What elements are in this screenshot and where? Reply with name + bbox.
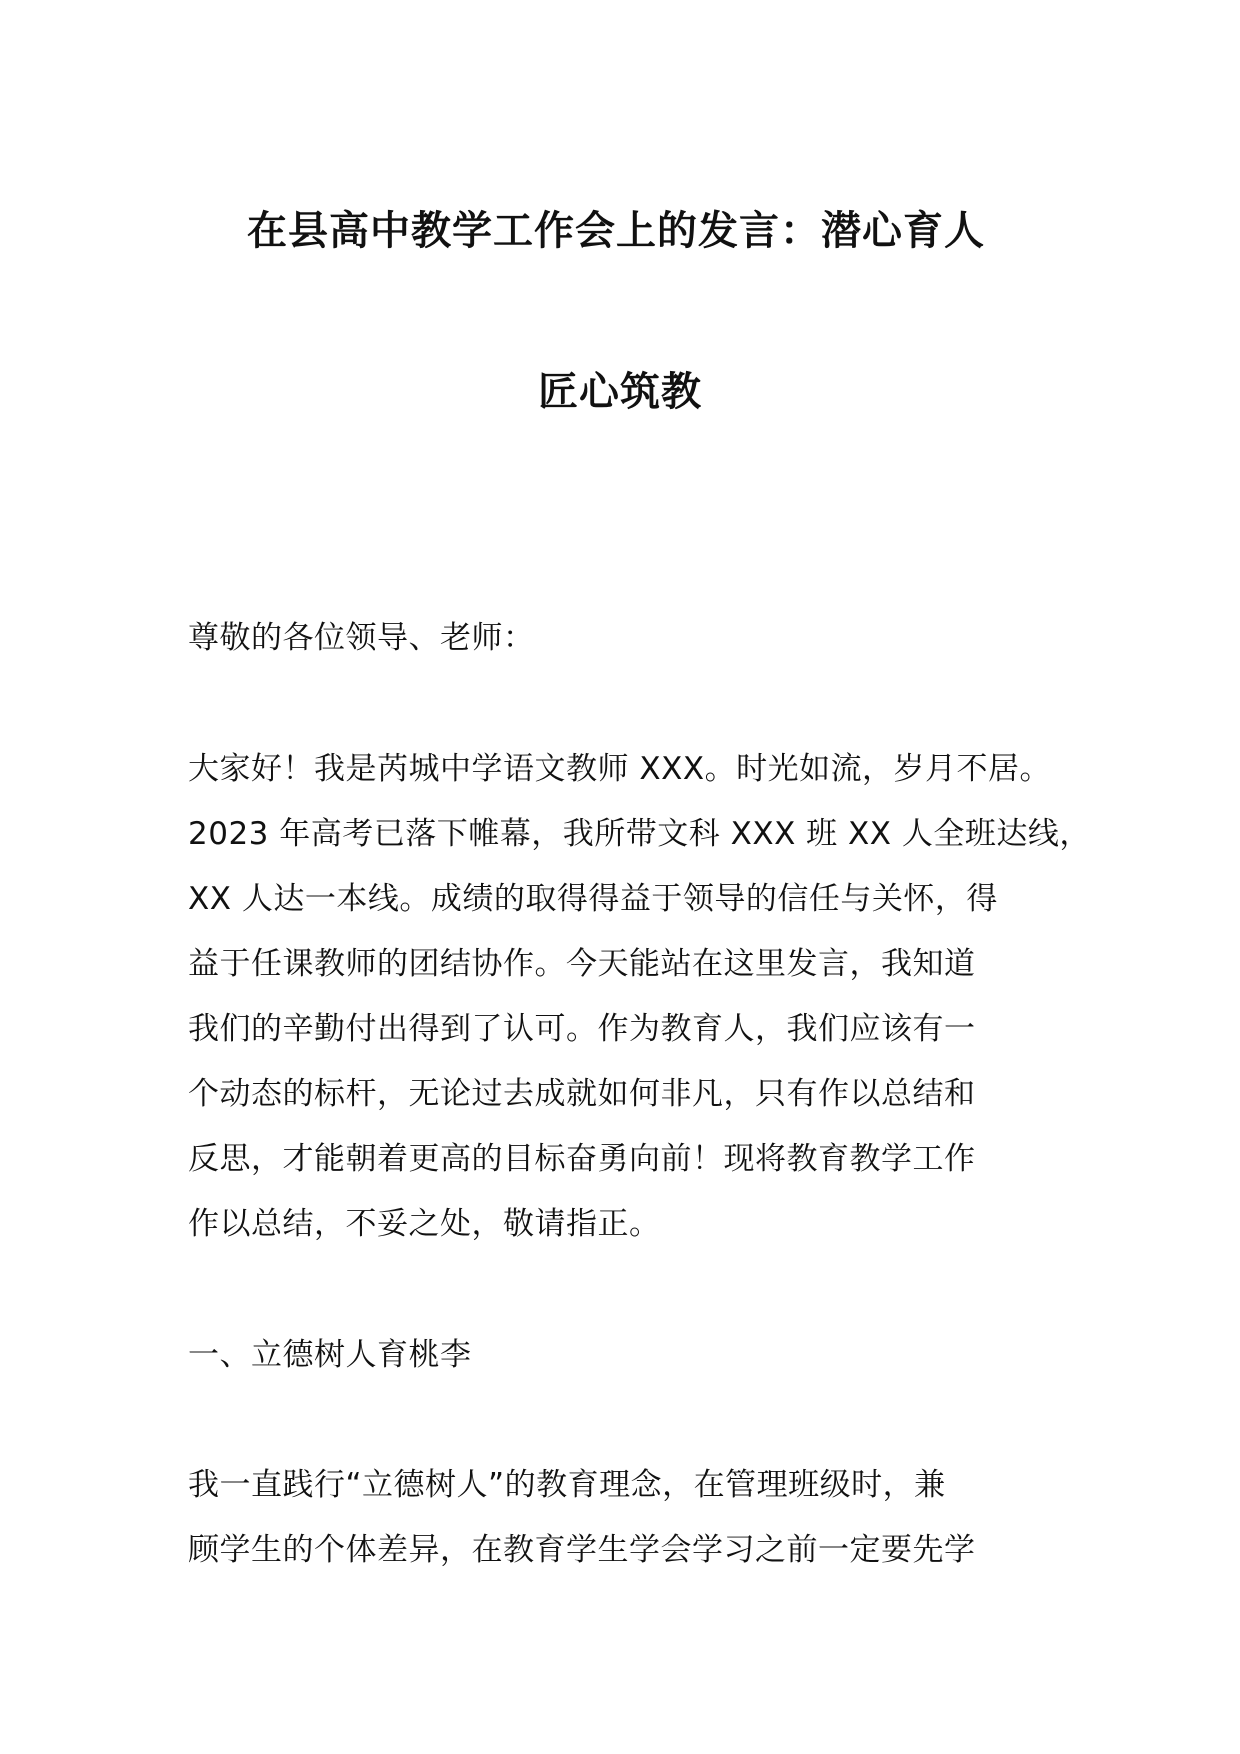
paragraph-line: 益于任课教师的团结协作。今天能站在这里发言，我知道 bbox=[188, 946, 976, 982]
paragraph-intro bbox=[188, 737, 1091, 1257]
document-title-line-2: 匠心筑教 bbox=[538, 369, 702, 415]
paragraph-line: 顾学生的个体差异，在教育学生学会学习之前一定要先学 bbox=[188, 1532, 976, 1568]
paragraph-line: 大家好！我是芮城中学语文教师 XXX。时光如流，岁月不居。 bbox=[188, 751, 1052, 787]
paragraph-line: XX 人达一本线。成绩的取得得益于领导的信任与关怀，得 bbox=[188, 881, 998, 917]
paragraph-line: 我一直践行“立德树人”的教育理念，在管理班级时，兼 bbox=[188, 1467, 946, 1503]
paragraph-line: 作以总结，不妥之处，敬请指正。 bbox=[188, 1206, 661, 1242]
section-heading-1: 一、立德树人育桃李 bbox=[188, 1337, 472, 1373]
document-title-line-1: 在县高中教学工作会上的发言：潜心育人 bbox=[247, 208, 985, 254]
paragraph-line: 我们的辛勤付出得到了认可。作为教育人，我们应该有一 bbox=[188, 1011, 976, 1047]
paragraph-line: 2023 年高考已落下帷幕，我所带文科 XXX 班 XX 人全班达线， bbox=[188, 816, 1091, 852]
paragraph-line: 反思，才能朝着更高的目标奋勇向前！现将教育教学工作 bbox=[188, 1141, 976, 1177]
paragraph-section-1 bbox=[188, 1453, 1088, 1583]
paragraph-line: 个动态的标杆，无论过去成就如何非凡，只有作以总结和 bbox=[188, 1076, 976, 1112]
greeting: 尊敬的各位领导、老师： bbox=[188, 620, 535, 656]
